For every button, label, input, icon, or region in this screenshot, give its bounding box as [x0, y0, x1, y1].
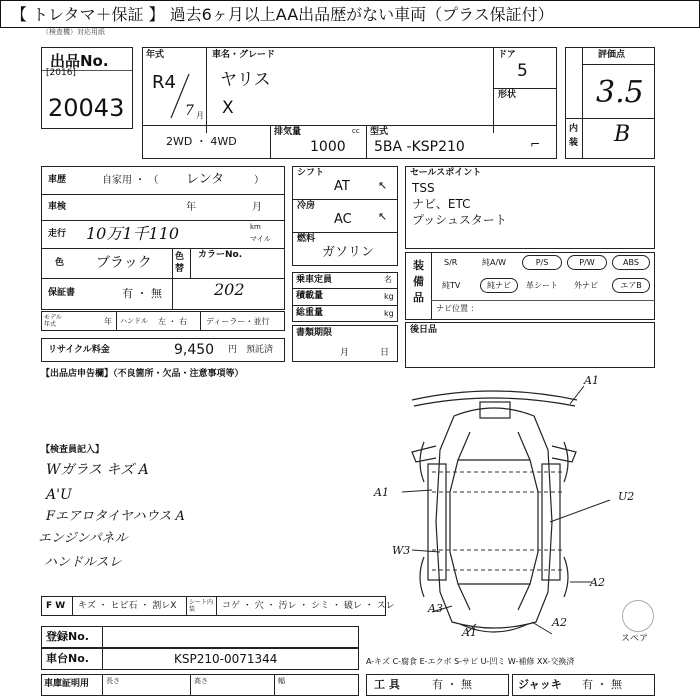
year-month: 7	[185, 103, 194, 119]
spare-label: スペア	[621, 634, 649, 644]
jack-label: ジャッキ	[518, 678, 562, 691]
load-unit: kg	[384, 292, 394, 301]
docs-deadline-day: 日	[380, 348, 390, 358]
ac-mark: ↖	[378, 210, 388, 223]
sales-point-2: ナビ、ETC	[412, 197, 471, 211]
seat-text: コゲ ・ 穴 ・ 汚レ ・ シミ ・ 破レ ・ スレ	[222, 601, 395, 611]
total-weight-unit: kg	[384, 309, 394, 318]
score-value: 3.5	[596, 75, 644, 110]
lot-label: 出品No.	[50, 52, 109, 70]
dealer: ディーラー・並行	[206, 317, 270, 326]
subnote: （検査機）対応用紙	[42, 28, 105, 36]
docs-deadline-month: 月	[340, 348, 350, 358]
equip-ps: P/S	[522, 255, 562, 270]
equip-leather: 革シート	[526, 281, 558, 290]
model-year-label: モデル年式	[44, 314, 62, 328]
model-mark: ⌐	[530, 137, 541, 151]
total-weight-label: 総重量	[296, 308, 324, 318]
interior-label: 内装	[569, 124, 579, 148]
cert-label: 車庫証明用	[44, 679, 90, 689]
equip-aw: 純A/W	[482, 258, 507, 267]
sales-point-1: TSS	[412, 181, 435, 195]
tools-value: 有 ・ 無	[432, 678, 472, 691]
car-name: ヤリス	[220, 70, 271, 90]
inspector-note-5: ハンドルスレ	[44, 555, 122, 570]
mark-a1-top: A1	[584, 374, 599, 387]
model-value: 5BA -KSP210	[374, 139, 465, 155]
mileage-mile: マイル	[250, 235, 271, 243]
mileage-value: 10万1千110	[86, 224, 180, 243]
cert-width: 幅	[278, 677, 285, 685]
tools-label: 工 具	[374, 678, 400, 691]
shift-mark: ↖	[378, 179, 388, 192]
year-month-unit: 月	[196, 111, 204, 120]
mark-a2-right: A2	[590, 576, 605, 589]
color-code-label: カラーNo.	[198, 250, 243, 260]
inspector-note-3: Fエアロタイヤハウス A	[46, 509, 185, 524]
color-change-label: 色替	[175, 252, 185, 274]
equip-airbag: エアB	[612, 278, 650, 293]
color-label: 色	[55, 258, 65, 268]
mark-u2: U2	[618, 490, 635, 503]
cert-height: 高さ	[194, 677, 208, 685]
recycle-note: 預託済	[246, 345, 274, 355]
equipment-label: 装備品	[413, 259, 424, 304]
capacity-label: 乗車定員	[296, 275, 333, 285]
drive: 2WD ・ 4WD	[166, 135, 237, 148]
car-grade: X	[222, 98, 234, 118]
inspection-label: 車検	[48, 202, 67, 212]
inspection-month: 月	[252, 202, 262, 213]
cert-length: 長さ	[106, 677, 120, 685]
registration-label: 登録No.	[46, 630, 89, 643]
doors-label: ドア	[498, 50, 516, 60]
displacement-label: 排気量	[274, 127, 302, 137]
equip-sr: S/R	[444, 258, 458, 267]
equip-pw: P/W	[567, 255, 607, 270]
spare-tire-icon	[622, 600, 654, 632]
banner-title: 【 トレタマ＋保証 】 過去6ヶ月以上AA出品歴がない車両（プラス保証付）	[11, 5, 554, 24]
interior-value: B	[614, 122, 631, 147]
lot-number: 20043	[48, 94, 125, 122]
shape-label: 形状	[498, 90, 517, 100]
warranty-label: 保証書	[48, 288, 76, 298]
history-label: 車歴	[48, 175, 67, 185]
mileage-km: km	[250, 223, 261, 231]
seller-notes-label: 【出品店申告欄】（不良箇所・欠品・注意事項等）	[41, 369, 244, 379]
jack-value: 有 ・ 無	[582, 678, 622, 691]
load-label: 積載量	[296, 291, 324, 301]
score-label: 評価点	[598, 50, 626, 60]
handle-value: 左 ・ 右	[158, 317, 188, 326]
recycle-label: リサイクル料金	[48, 345, 110, 355]
later-items-block	[405, 322, 655, 368]
navi-position-label: ナビ位置 ：	[436, 304, 479, 313]
equip-ext-navi: 外ナビ	[574, 281, 598, 290]
history-options: 自家用 ・ （	[102, 175, 159, 186]
color-code: 202	[214, 280, 245, 299]
inspection-year: 年	[186, 202, 196, 213]
model-label: 型式	[370, 127, 389, 137]
equip-navi: 純ナビ	[480, 278, 518, 293]
fw-label: F W	[46, 601, 66, 611]
lot-tag: [2016]	[46, 68, 76, 78]
fuel-label: 燃料	[297, 234, 316, 244]
inspector-note-1: Wガラス キズ A	[46, 462, 149, 478]
shift-value: AT	[334, 179, 350, 194]
sales-point-3: プッシュスタート	[412, 213, 507, 227]
inspector-note-4: エンジンパネル	[38, 531, 128, 546]
shift-label: シフト	[297, 168, 325, 178]
mark-a1-bottom: A1	[462, 626, 477, 639]
recycle-value: 9,450	[174, 342, 215, 358]
docs-deadline-label: 書類期限	[296, 328, 333, 338]
model-year-year: 年	[104, 317, 112, 326]
ac-value: AC	[334, 212, 352, 227]
history-value: レンタ	[186, 172, 225, 187]
equip-tv: 純TV	[442, 281, 461, 290]
recycle-unit: 円	[228, 345, 238, 355]
handle-label: ハンドル	[120, 317, 148, 325]
color-value: ブラック	[96, 255, 152, 271]
displacement-value: 1000	[310, 139, 346, 155]
history-close: ）	[254, 175, 264, 186]
year-era: R4	[152, 72, 176, 93]
title-banner	[0, 0, 700, 28]
mark-a2-bottom: A2	[552, 616, 567, 629]
capacity-unit: 名	[384, 275, 392, 284]
seat-label: シート内装	[189, 599, 214, 613]
displacement-unit: cc	[352, 127, 360, 135]
car-label: 車名・グレード	[212, 50, 276, 60]
inspector-notes-label: 【検査員記入】	[41, 445, 105, 455]
chassis-value: KSP210-0071344	[174, 652, 278, 666]
mileage-label: 走行	[48, 229, 67, 239]
mark-a3: A3	[428, 602, 443, 615]
warranty-value: 有 ・ 無	[122, 287, 162, 300]
fw-text: キズ ・ ヒビ石 ・ 割レX	[78, 601, 177, 611]
ac-label: 冷房	[297, 201, 316, 211]
equip-abs: ABS	[612, 255, 650, 270]
year-label: 年式	[146, 50, 165, 60]
mark-w3: W3	[392, 544, 411, 557]
sales-points-label: セールスポイント	[410, 168, 482, 178]
inspector-note-2: A'U	[46, 487, 72, 503]
fuel-value: ガソリン	[322, 245, 375, 260]
mark-a1-left: A1	[374, 486, 389, 499]
chassis-label: 車台No.	[46, 652, 89, 665]
doors-value: 5	[517, 61, 528, 81]
damage-legend: A-キズ C-腐食 E-エクボ S-サビ U-凹ミ W-補修 XX-交換済	[366, 657, 575, 666]
later-items-label: 後日品	[410, 325, 438, 335]
lot-box	[41, 47, 133, 129]
